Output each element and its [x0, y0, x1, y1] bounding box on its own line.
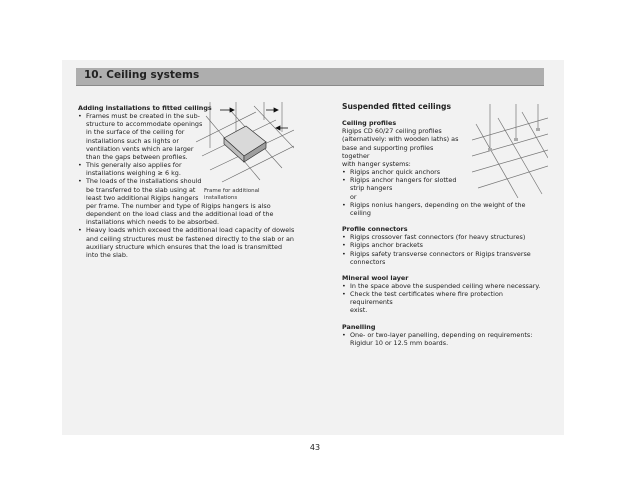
bullet-anchor-hangers: • Rigips anchor hangers for slotted	[342, 176, 547, 184]
spacer	[342, 315, 547, 323]
text-line: with hanger systems:	[342, 159, 411, 168]
suspended-ceiling-diagram	[472, 104, 548, 198]
text-line: • This generally also applies for	[86, 161, 182, 170]
text-line: ventilation vents which are larger	[86, 144, 194, 153]
caption-line: installations	[204, 195, 238, 201]
text-line: installations which needs to be absorbed.	[86, 218, 220, 227]
text-line: Rigidur 10 or 12.5 mm boards.	[350, 338, 449, 347]
text-line: dependent on the load class and the additional load of the	[86, 210, 274, 219]
text-line: least two additional Rigips hangers	[86, 193, 199, 202]
text-line: be transferred to the slab using at	[86, 185, 196, 194]
text-line: per frame. The number and type of Rigips hangers is also	[86, 201, 271, 210]
right-heading: Suspended fitted ceilings	[342, 102, 451, 111]
frame-installation-diagram	[196, 102, 294, 184]
text-line: Rigips CD 60/27 ceiling profiles	[342, 127, 442, 136]
text-line: (alternatively: with wooden laths) as	[342, 135, 459, 144]
text-line: base and supporting profiles together	[342, 143, 434, 160]
text-line: or	[350, 192, 357, 201]
section-title: 10. Ceiling systems	[84, 69, 200, 81]
text-line: installations such as lights or	[86, 136, 179, 145]
diagram-caption	[204, 188, 274, 202]
bullet-space-above: • In the space above the suspended ceiling where necessary.	[342, 282, 547, 290]
text-line: • Heavy loads which exceed the additional load capacity of dowels	[86, 226, 295, 235]
text-line: in the surface of the ceiling for	[86, 128, 185, 137]
text-line: structure to accommodate openings	[86, 120, 203, 129]
page-number: 43	[309, 443, 321, 452]
text-line: than the gaps between profiles.	[86, 152, 188, 161]
ceiling-profiles-text	[342, 127, 460, 168]
panelling-heading: Panelling	[342, 322, 376, 331]
text-line: connectors	[350, 257, 386, 266]
bullet-test-certificates: • Check the test certificates where fire protection requirements	[342, 290, 547, 306]
caption-line: Frame for additional	[204, 188, 260, 194]
profile-connectors-heading: Profile connectors	[342, 225, 408, 234]
bullet-nonius-hangers: • Rigips nonius hangers, depending on the weight of the ceiling	[342, 201, 547, 217]
text-line: installations weighing ≥ 6 kg.	[86, 169, 181, 178]
bullet-heavy	[78, 226, 300, 234]
text-line: • Frames must be created in the sub-	[86, 112, 200, 121]
text-line: exist.	[350, 306, 368, 315]
text-line: strip hangers	[350, 184, 393, 193]
section-header	[76, 68, 544, 86]
text-line: auxiliary structure which ensures that the load is transmitted	[86, 242, 283, 251]
spacer	[342, 217, 547, 225]
text-line: • The loads of the installations should	[86, 177, 202, 186]
bullet-anchor-brackets: • Rigips anchor brackets	[342, 241, 547, 249]
mineral-wool-heading: Mineral wool layer	[342, 273, 409, 282]
ceiling-profiles-heading: Ceiling profiles	[342, 119, 397, 128]
bullet-crossover: • Rigips crossover fast connectors (for heavy structures)	[342, 233, 547, 241]
bullet-panelling: • One- or two-layer panelling, depending on requirements:	[342, 331, 547, 339]
spacer	[342, 266, 547, 274]
left-heading: Adding installations to fitted ceilings	[78, 104, 212, 112]
bullet-safety-connectors: • Rigips safety transverse connectors or Rigips transverse	[342, 250, 547, 258]
bullet-heavy-cont	[78, 235, 300, 259]
bullet-quick-anchors: • Rigips anchor quick anchors	[342, 168, 547, 176]
text-line: into the slab.	[86, 250, 128, 259]
text-line: and ceiling structures must be fastened directly to the slab or an	[86, 234, 294, 243]
